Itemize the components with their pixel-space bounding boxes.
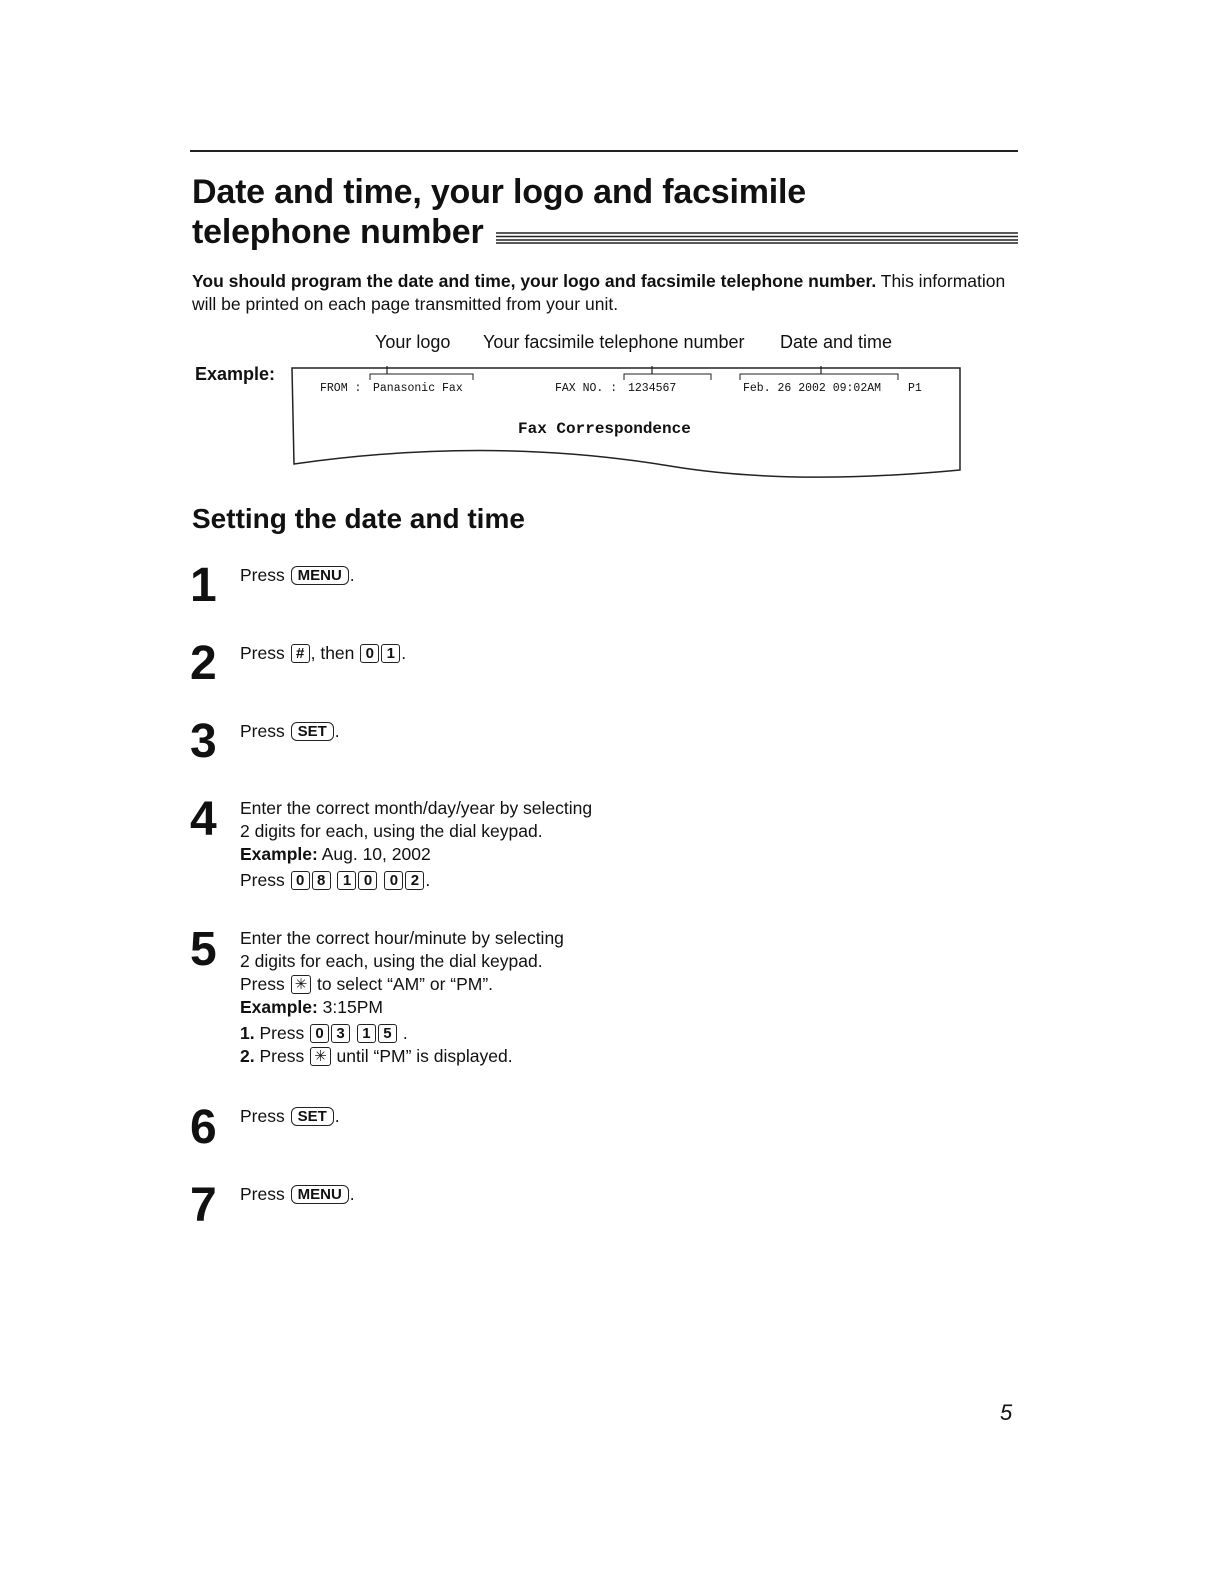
page-title: Date and time, your logo and facsimile telephone number (192, 173, 806, 251)
digit-3-key-icon: 3 (331, 1024, 350, 1043)
fax-number-value: 1234567 (628, 382, 677, 395)
digit-0-key-icon: 0 (384, 871, 403, 890)
title-underline-rule (496, 232, 1018, 244)
step-7-text: Press MENU . (240, 1184, 355, 1204)
fax-correspondence-title: Fax Correspondence (518, 420, 691, 438)
digit-0-key-icon: 0 (360, 644, 379, 663)
example-label: Example: (195, 364, 276, 384)
callout-date-time: Date and time (780, 332, 893, 352)
step-5-text: Enter the correct hour/minute by selecting 2 digits for each, using the dial keypad. Press ✳ to select “AM” or “PM”. Example: 3:15PM 1. Press 0 3 1 5 . 2. Press ✳ until “PM” is displayed. (240, 928, 564, 1066)
set-key-icon: SET (291, 1107, 334, 1126)
set-key-icon: SET (291, 722, 334, 741)
fax-page-value: P1 (908, 382, 922, 395)
digit-0-key-icon: 0 (291, 871, 310, 890)
callout-fax-number: Your facsimile telephone number (483, 332, 745, 352)
fax-datetime-value: Feb. 26 2002 09:02AM (743, 382, 882, 395)
step-1-text: Press MENU . (240, 565, 355, 585)
fax-logo-value: Panasonic Fax (373, 382, 463, 395)
step-2-text: Press # , then 0 1 . (240, 643, 407, 663)
step-number-3: 3 (190, 715, 217, 768)
callout-your-logo: Your logo (375, 332, 451, 352)
step-4-text: Enter the correct month/day/year by selecting 2 digits for each, using the dial keypad. Example: Aug. 10, 2002 Press 0 8 1 0 0 2 . (240, 798, 593, 890)
digit-0-key-icon: 0 (310, 1024, 329, 1043)
digit-1-key-icon: 1 (337, 871, 356, 890)
step-number-2: 2 (190, 637, 217, 690)
digit-1-key-icon: 1 (381, 644, 400, 663)
fax-from-label: FROM : (320, 382, 362, 395)
menu-key-icon: MENU (291, 1185, 349, 1204)
step-number-1: 1 (190, 559, 217, 612)
digit-1-key-icon: 1 (357, 1024, 376, 1043)
digit-0-key-icon: 0 (358, 871, 377, 890)
star-key-icon: ✳ (291, 975, 312, 994)
step-3-text: Press SET . (240, 721, 340, 741)
menu-key-icon: MENU (291, 566, 349, 585)
step-6-text: Press SET . (240, 1106, 340, 1126)
fax-number-label: FAX NO. : (555, 382, 618, 395)
digit-5-key-icon: 5 (378, 1024, 397, 1043)
page-number: 5 (1000, 1400, 1013, 1425)
digit-8-key-icon: 8 (312, 871, 331, 890)
digit-2-key-icon: 2 (405, 871, 424, 890)
section-heading: Setting the date and time (192, 503, 525, 534)
star-key-icon: ✳ (310, 1047, 331, 1066)
step-number-4: 4 (190, 793, 217, 846)
step-number-5: 5 (190, 923, 217, 976)
step-number-7: 7 (190, 1179, 217, 1232)
hash-key-icon: # (291, 644, 310, 663)
intro-paragraph: You should program the date and time, your logo and facsimile telephone number. This information will be printed on each page transmitted from your unit. (192, 271, 1006, 314)
top-rule (190, 150, 1018, 152)
step-number-6: 6 (190, 1101, 217, 1154)
